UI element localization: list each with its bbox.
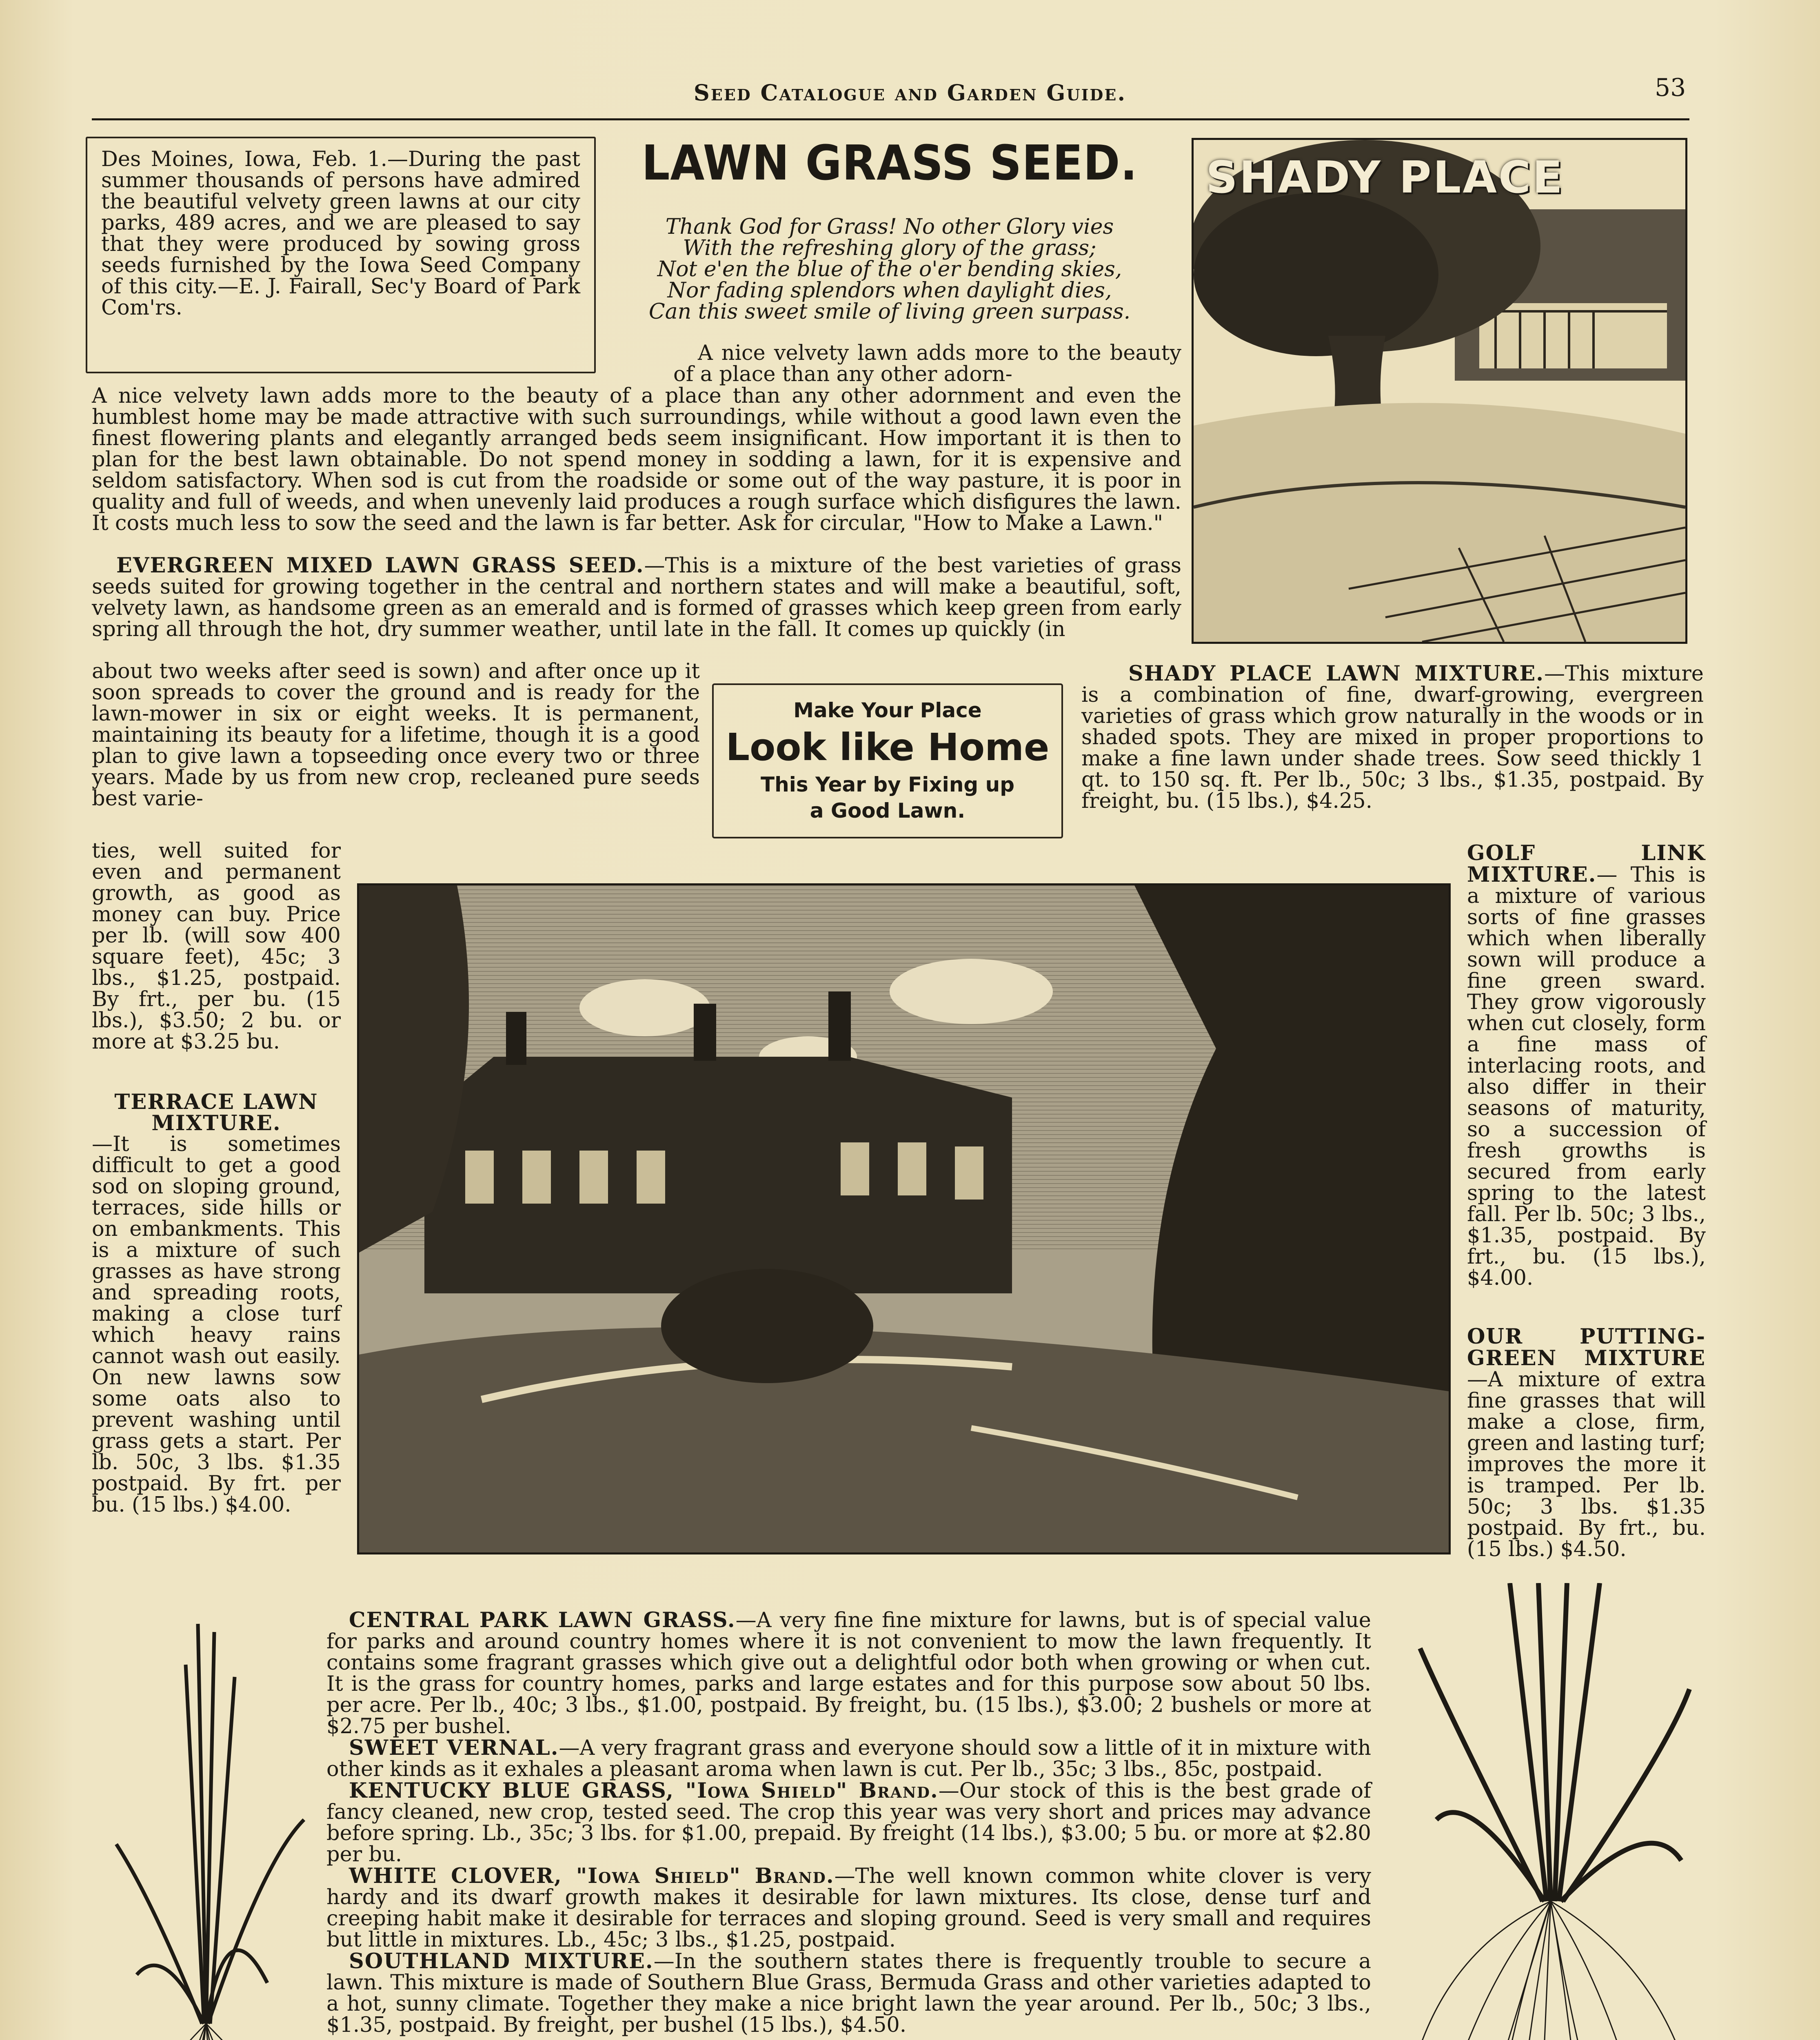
putting-block: [1467, 1326, 1706, 1560]
southland-item: [326, 1951, 1371, 2036]
promo-box: [712, 683, 1063, 838]
promo-line-1: Make Your Place: [793, 698, 982, 722]
shady-place-engraving: [1194, 140, 1685, 642]
evergreen-heading: EVERGREEN MIXED LAWN GRASS SEED.: [116, 553, 644, 578]
shady-mix-block: [1081, 663, 1704, 812]
intro-text-start: A nice velvety lawn adds more to the beauty of a place than any other adorn-: [673, 341, 1181, 386]
right-root-illustration: [1404, 1583, 1704, 2040]
evergreen-continued: about two weeks after seed is sown) and after once up it soon spreads to cover the ground and is ready for the lawn-mower in six or eight weeks. It is permanent, maintaining its beauty for a lifetime, though it is a good plan to give lawn a topseeding once every two or three years. Made by us from new crop, recleaned pure seeds best varie-: [92, 659, 700, 811]
intro-first-lines: [673, 343, 1181, 385]
page-title: LAWN GRASS SEED.: [641, 135, 1138, 191]
golf-text: — This is a mixture of various sorts of fine grasses which when liberally sown will produce a fine green sward. They grow vigorously when cut closely, form a fine mass of interlacing roots, and also differ in their seasons of maturity, so a succession of fresh growths is secured from early spring to the latest fall. Per lb. 50c; 3 lbs., $1.35, postpaid. By frt., bu. (15 lbs.), $4.00.: [1467, 863, 1706, 1290]
promo-line-3: This Year by Fixing up: [761, 773, 1014, 796]
evergreen-price: ties, well suited for even and permanent growth, as good as money can buy. Price per lb. (will sow 400 square feet), 45c; 3 lbs., $1.25, postpaid. By frt., per bu. (15 lbs.), $3.50; 2 bu. or more at $3.25 bu.: [92, 839, 341, 1054]
grass-roots-drawing-left: [92, 1616, 320, 2040]
southland-heading: SOUTHLAND MIXTURE.: [349, 1949, 654, 1973]
golf-block: [1467, 843, 1706, 1289]
header-rule: [92, 118, 1689, 120]
testimonial-text: Des Moines, Iowa, Feb. 1.—During the past summer thousands of persons have admired the beautiful velvety green lawns at our city parks, 489 acres, and we are pleased to say that they were produced by sowing gross seeds furnished by the Iowa Seed Company of this city.—E. J. Fairall, Sec'y Board of Park Com'rs.: [101, 147, 580, 320]
central-park-text: —A very fine fine mixture for lawns, but is of special value for parks and around country homes where it is not convenient to mow the lawn frequently. It contains some fragrant grasses which give out a delightful odor both when growing or when cut. It is the grass for country homes, parks and large estates and for this purpose sow about 50 lbs. per acre. Per lb., 40c; 3 lbs., $1.00, postpaid. By freight, bu. (15 lbs.), $3.00; 2 bushels or more at $2.75 per bushel.: [326, 1608, 1371, 1738]
poem-line: With the refreshing glory of the grass;: [683, 236, 1096, 260]
southland-text: —In the southern states there is frequently trouble to secure a lawn. This mixture is made of Southern Blue Grass, Bermuda Grass and other varieties adapted to a hot, sunny climate. Together they make a nice bright lawn the year around. Per lb., 50c; 3 lbs., $1.35, postpaid. By freight, per bushel (15 lbs.), $4.50.: [326, 1949, 1371, 2037]
house-engraving: [359, 885, 1449, 1552]
testimonial-box: [86, 137, 596, 373]
putting-heading: OUR PUTTING-GREEN MIXTURE: [1467, 1324, 1706, 1370]
terrace-heading: TERRACE LAWN MIXTURE.: [114, 1090, 318, 1135]
central-park-item: [326, 1610, 1371, 1737]
poem-line: Nor fading splendors when daylight dies,: [667, 278, 1112, 303]
left-root-illustration: [92, 1616, 320, 2040]
poem-line: Can this sweet smile of living green surpass.: [648, 299, 1131, 324]
evergreen-text: —This is a mixture of the best varieties of grass seeds suited for growing together in the central and northern states and will make a beautiful, soft, velvety lawn, as handsome green as an emerald and is formed of grasses which keep green from early spring all through the hot, dry summer weather, until late in the fall. It comes up quickly (in: [92, 554, 1181, 641]
shady-place-illustration: [1192, 138, 1687, 644]
putting-text: —A mixture of extra fine grasses that will make a close, firm, green and lasting turf; improves the more it is tramped. Per lb. 50c; 3 lbs. $1.35 postpaid. By frt., bu. (15 lbs.) $4.50.: [1467, 1368, 1706, 1561]
kentucky-text: —Our stock of this is the best grade of fancy cleaned, new crop, tested seed. The crop this year was very short and prices may advance before spring. Lb., 35c; 3 lbs. for $1.00, prepaid. By freight (14 lbs.), $3.00; 5 bu. or more at $2.80 per bu.: [326, 1779, 1371, 1867]
central-park-heading: CENTRAL PARK LAWN GRASS.: [349, 1608, 736, 1632]
sweet-vernal-item: [326, 1737, 1371, 1780]
kentucky-item: [326, 1780, 1371, 1865]
golf-heading: GOLF LINK MIXTURE.: [1467, 841, 1706, 887]
page-number: 53: [1655, 73, 1686, 102]
grass-roots-drawing-right: [1404, 1583, 1704, 2040]
poem-line: Not e'en the blue of the o'er bending skies,: [657, 257, 1122, 282]
shady-mix-text: —This mixture is a combination of fine, dwarf-growing, evergreen varieties of grass which grow naturally in the woods or in shaded spots. They are mixed in proper proportions to make a fine lawn under shade trees. Sow seed thickly 1 qt. to 150 sq. ft. Per lb., 50c; 3 lbs., $1.35, postpaid. By freight, bu. (15 lbs.), $4.25.: [1081, 662, 1704, 813]
evergreen-block: [92, 555, 1181, 640]
products-column: [326, 1610, 1371, 2036]
white-clover-item: [326, 1865, 1371, 1951]
poem-line: Thank God for Grass! No other Glory vies: [665, 215, 1114, 239]
promo-line-4: a Good Lawn.: [810, 799, 965, 823]
terrace-text: —It is sometimes difficult to get a good sod on sloping ground, terraces, side hills or on embankments. This is a mixture of such grasses as have strong and spreading roots, making a close turf which heavy rains cannot wash out easily. On new lawns sow some oats also to prevent washing until grass gets a start. Per lb. 50c, 3 lbs. $1.35 postpaid. By frt. per bu. (15 lbs.) $4.00.: [92, 1132, 341, 1517]
intro-paragraph: [92, 386, 1181, 534]
terrace-block: [92, 1091, 341, 1516]
white-clover-heading: WHITE CLOVER, "Iowa Shield" Brand.: [349, 1864, 835, 1888]
promo-line-2: Look like Home: [726, 725, 1050, 769]
intro-text: A nice velvety lawn adds more to the beauty of a place than any other adornment and even the humblest home may be made attractive with such surroundings, while without a good lawn even the finest flowering plants and elegantly arranged beds seem insignificant. How important it is then to plan for the best lawn obtainable. Do not spend money in sodding a lawn, for it is expensive and seldom satisfactory. When sod is cut from the roadside or some out of the way pasture, it is poor in quality and full of weeds, and when unevenly laid produces a rough surface which disfigures the lawn. It costs much less to sow the seed and the lawn is far better. Ask for circular, "How to Make a Lawn.": [92, 384, 1181, 535]
shady-mix-heading: SHADY PLACE LAWN MIXTURE.: [1128, 661, 1545, 686]
kentucky-heading: KENTUCKY BLUE GRASS, "Iowa Shield" Brand.: [349, 1778, 939, 1803]
white-clover-text: —The well known common white clover is very hardy and its dwarf growth makes it desirable for lawn mixtures. Its close, dense turf and creeping habit make it desirable for terraces and sloping ground. Seed is very small and requires but little in mixtures. Lb., 45c; 3 lbs., $1.25, postpaid.: [326, 1864, 1371, 1952]
shady-place-label: SHADY PLACE: [1206, 152, 1564, 203]
house-illustration: [357, 883, 1451, 1554]
poem: [608, 216, 1171, 322]
sweet-vernal-text: —A very fragrant grass and everyone should sow a little of it in mixture with other kinds as it exhales a pleasant aroma when lawn is cut. Per lb., 35c; 3 lbs., 85c, postpaid.: [326, 1736, 1372, 1781]
running-header: Seed Catalogue and Garden Guide.: [693, 80, 1127, 106]
sweet-vernal-heading: SWEET VERNAL.: [349, 1736, 559, 1760]
